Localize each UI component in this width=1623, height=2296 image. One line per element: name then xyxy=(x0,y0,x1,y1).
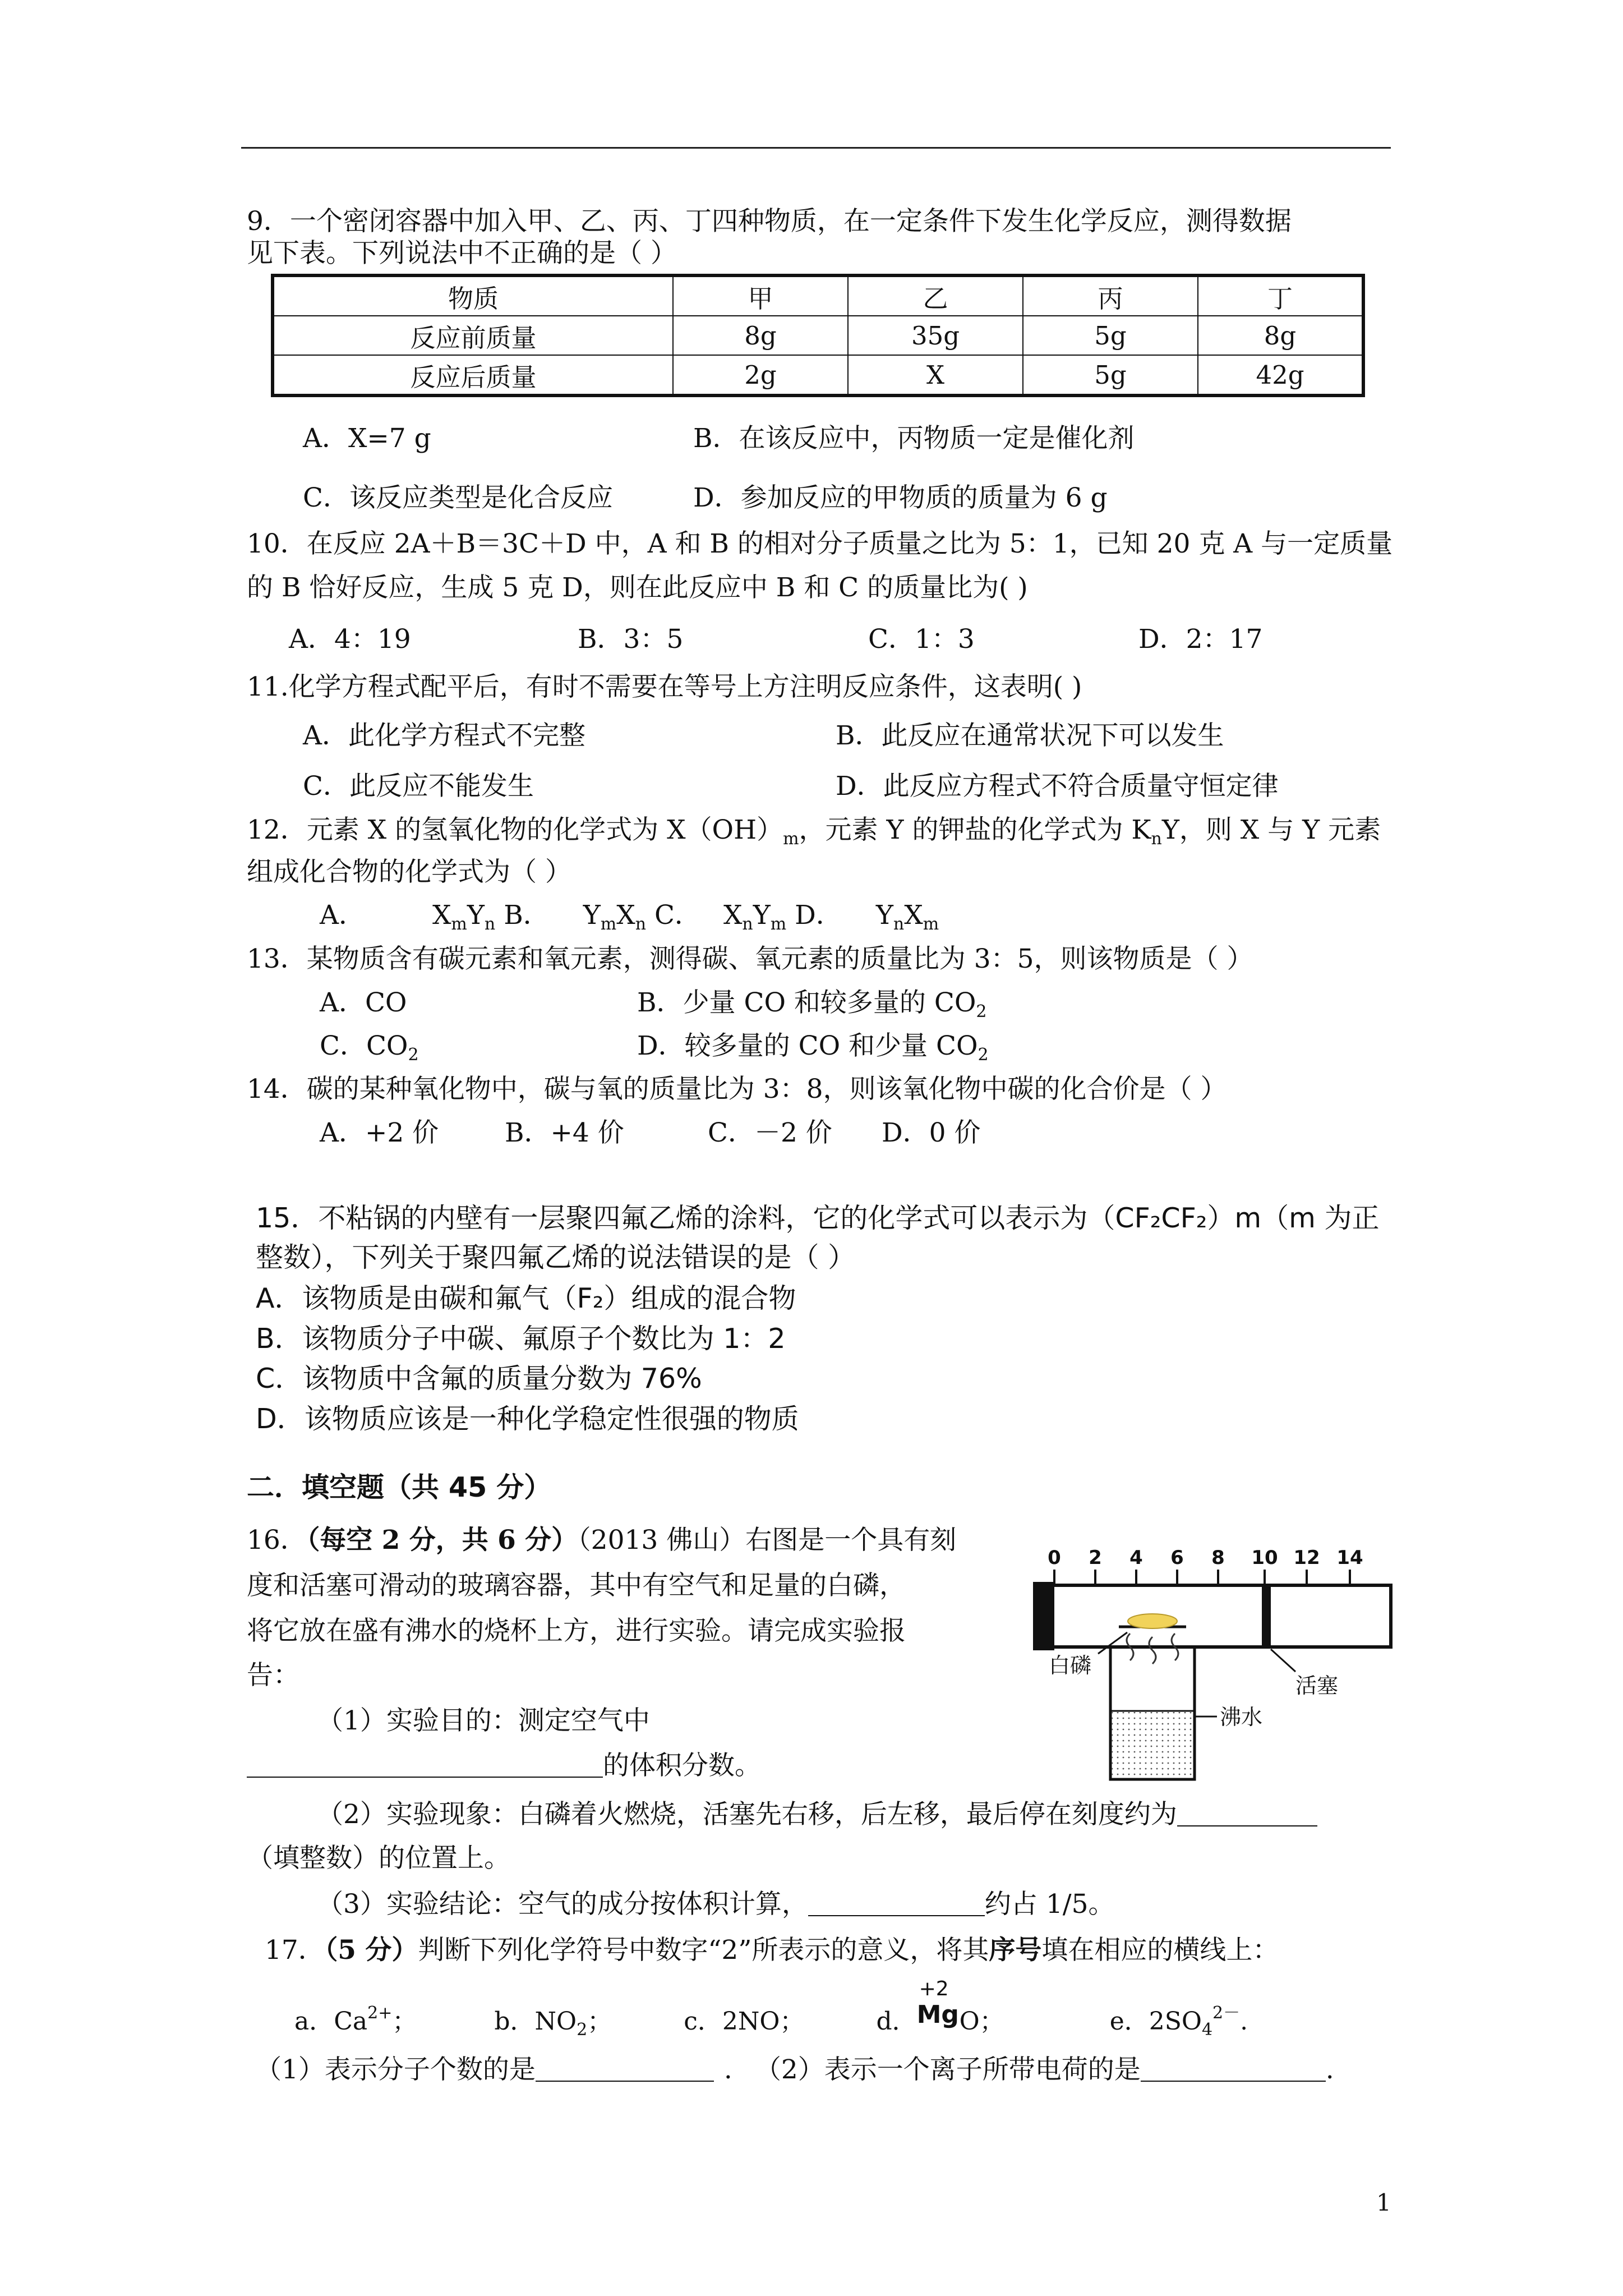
q17-part1-end: . xyxy=(723,2054,732,2085)
tick-label: 4 xyxy=(1129,1547,1143,1569)
q14-stem: 14．碳的某种氧化物中，碳与氧的质量比为 3：8，则该氧化物中碳的化合价是（ ） xyxy=(247,1074,1227,1105)
q17-part2-end: . xyxy=(1325,2054,1334,2085)
q11-option-d: D．此反应方程式不符合质量守恒定律 xyxy=(836,771,1279,802)
q15-stem-line1: 15．不粘锅的内壁有一层聚四氟乙烯的涂料，它的化学式可以表示为（CF₂CF₂）m（m 为正 xyxy=(256,1202,1380,1234)
q10-option-c: C．1：3 xyxy=(868,624,975,655)
symbol-b: b．$NO_2$； xyxy=(494,2007,612,2040)
symbol-e: e．$2SO_4^{2-}$. xyxy=(1109,2003,1248,2040)
q17-stem xyxy=(265,1934,1279,1967)
q16-number: 16． xyxy=(247,1525,307,1556)
q10-option-b: B．3：5 xyxy=(578,624,684,655)
table-cell: 8g xyxy=(1198,316,1363,355)
q9-option-c: C．该反应类型是化合反应 xyxy=(303,482,613,513)
q13-option-b: B．少量 CO 和较多量的 $CO_2$ xyxy=(637,987,987,1022)
table-cell: 反应前质量 xyxy=(273,316,673,355)
table-cell: 反应后质量 xyxy=(273,355,673,395)
q14-option-a: A．+2 价 xyxy=(320,1117,439,1148)
q16-part1-cont xyxy=(247,1749,761,1783)
q14-option-c: C．－2 价 xyxy=(708,1117,832,1148)
q9-data-table xyxy=(271,274,1365,397)
symbol-a: a．$Ca^{2+}$； xyxy=(294,2003,417,2036)
q15-option-d: D．该物质应该是一种化学稳定性很强的物质 xyxy=(256,1403,799,1435)
white-phosphorus xyxy=(1128,1614,1177,1628)
table-cell: 8g xyxy=(673,316,848,355)
table-cell: 5g xyxy=(1023,316,1198,355)
q12-stem-part: ，元素 Y 的钾盐的化学式为 K xyxy=(799,815,1151,845)
q11-option-a: A．此化学方程式不完整 xyxy=(303,720,585,751)
q15-option-b: B．该物质分子中碳、氟原子个数比为 1：2 xyxy=(256,1323,786,1355)
table-cell: 丁 xyxy=(1198,275,1363,316)
q10-stem-line1: 10．在反应 2A＋B＝3C＋D 中，A 和 B 的相对分子质量之比为 5：1，已知 20 克 A 与一定质量 xyxy=(247,528,1393,559)
q17-stem-bold: 序号 xyxy=(989,1935,1042,1966)
leader-line xyxy=(1098,1632,1127,1654)
q13-stem: 13．某物质含有碳元素和氧元素，测得碳、氧元素的质量比为 3：5，则该物质是（ ） xyxy=(247,944,1253,974)
q12-stem-line1 xyxy=(247,813,1381,847)
q11-option-c: C．此反应不能发生 xyxy=(303,771,534,802)
q16-part2 xyxy=(317,1798,1317,1832)
q17-part2: （2）表示一个离子所带电荷的是 xyxy=(754,2054,1141,2085)
q11-stem: 11.化学方程式配平后，有时不需要在等号上方注明反应条件，这表明( ) xyxy=(247,671,1082,702)
q16-part3 xyxy=(317,1888,1115,1921)
q10-stem-line2: 的 B 恰好反应，生成 5 克 D，则在此反应中 B 和 C 的质量比为( ) xyxy=(247,572,1028,603)
glass-tube xyxy=(1038,1585,1391,1647)
q9-stem-line1: 9．一个密闭容器中加入甲、乙、丙、丁四种物质，在一定条件下发生化学反应，测得数据 xyxy=(247,206,1292,237)
q14-option-b: B．+4 价 xyxy=(505,1117,624,1148)
q17-stem-end: 填在相应的横线上： xyxy=(1041,1935,1279,1966)
table-cell: X xyxy=(848,355,1023,395)
q15-option-c: C．该物质中含氟的质量分数为 76% xyxy=(256,1363,702,1395)
table-row xyxy=(273,355,1363,395)
q16-line4: 告： xyxy=(247,1660,299,1691)
tick-label: 14 xyxy=(1336,1547,1363,1569)
q17-score: （5 分） xyxy=(324,1935,418,1966)
q12-subscript-m: m xyxy=(783,829,799,849)
table-cell: 丙 xyxy=(1023,275,1198,316)
q13-option-a: A．CO xyxy=(320,987,407,1018)
answer-blank-4[interactable] xyxy=(536,2055,714,2082)
q12-options xyxy=(320,899,939,932)
symbol-d: d． +2 Mg O； xyxy=(876,1977,1004,2036)
q12-option-b-formula: $Y_mX_n$ xyxy=(583,900,647,934)
table-cell: 2g xyxy=(673,355,848,395)
table-row xyxy=(273,316,1363,355)
figure-ticks xyxy=(1048,1547,1363,1569)
table-cell: 乙 xyxy=(848,275,1023,316)
q16-part3-end: 约占 1/5。 xyxy=(984,1889,1115,1920)
q16-part2-cont: （填整数）的位置上。 xyxy=(247,1843,510,1874)
q16-part1-end: 的体积分数。 xyxy=(603,1750,761,1781)
answer-blank-3[interactable] xyxy=(808,1889,985,1916)
table-cell: 物质 xyxy=(273,275,673,316)
answer-blank-2[interactable] xyxy=(1177,1800,1317,1826)
tick-label: 8 xyxy=(1211,1547,1225,1569)
label-white-phosphorus: 白磷 xyxy=(1049,1653,1092,1678)
q15-stem-line2: 整数），下列关于聚四氟乙烯的说法错误的是（ ） xyxy=(256,1241,856,1273)
q13-option-d: D．较多量的 CO 和少量 $CO_2$ xyxy=(637,1030,989,1065)
q14-option-d: D．0 价 xyxy=(882,1117,981,1148)
q9-stem-line2: 见下表。下列说法中不正确的是（ ） xyxy=(247,238,677,269)
q11-option-b: B．此反应在通常状况下可以发生 xyxy=(836,720,1224,751)
q16-part2-text: （2）实验现象：白磷着火燃烧，活塞先右移，后左移，最后停在刻度约为 xyxy=(317,1799,1177,1830)
q12-stem-line2: 组成化合物的化学式为（ ） xyxy=(247,857,571,887)
q16-part3-text: （3）实验结论：空气的成分按体积计算， xyxy=(317,1889,808,1920)
q17-answers xyxy=(255,2053,1334,2087)
piston xyxy=(1262,1585,1271,1647)
q12-option-d-label: D． xyxy=(795,900,842,931)
q16-part1: （1）实验目的：测定空气中 xyxy=(317,1705,650,1736)
q17-number: 17． xyxy=(265,1935,325,1966)
q12-option-a-label: A． xyxy=(320,900,365,931)
q17-stem-text: 判断下列化学符号中数字“2”所表示的意义，将其 xyxy=(418,1935,989,1966)
tick-label: 6 xyxy=(1170,1547,1184,1569)
table-row xyxy=(273,275,1363,316)
q9-option-a: A．X=7 g xyxy=(303,423,431,454)
q16-line1 xyxy=(247,1524,956,1557)
q12-option-a-formula: $X_mY_n$ xyxy=(432,900,496,934)
table-cell: 42g xyxy=(1198,355,1363,395)
q12-subscript-n: n xyxy=(1151,829,1162,849)
section-2-heading: 二．填空题（共 45 分） xyxy=(247,1471,552,1503)
q9-option-d: D．参加反应的甲物质的质量为 6 g xyxy=(693,482,1108,513)
q10-option-a: A．4：19 xyxy=(289,624,411,655)
q12-option-c-label: C． xyxy=(654,900,701,931)
tick-label: 2 xyxy=(1089,1547,1102,1569)
q9-option-b: B．在该反应中，丙物质一定是催化剂 xyxy=(693,423,1135,454)
leader-line xyxy=(1271,1649,1295,1672)
page-number: 1 xyxy=(1376,2189,1391,2216)
q16-line3: 将它放在盛有沸水的烧杯上方，进行实验。请完成实验报 xyxy=(247,1616,906,1646)
q12-option-c-formula: $X_nY_m$ xyxy=(723,900,787,934)
q12-stem-part: 12．元素 X 的氢氧化物的化学式为 X（OH） xyxy=(247,815,783,845)
symbol-c: c．2NO； xyxy=(684,2007,805,2036)
answer-blank-1[interactable] xyxy=(247,1751,603,1778)
tick-marks xyxy=(1054,1570,1350,1585)
label-piston: 活塞 xyxy=(1295,1673,1339,1698)
q16-apparatus-figure xyxy=(1015,1537,1396,1784)
boiling-water xyxy=(1110,1711,1195,1778)
q10-option-d: D．2：17 xyxy=(1138,624,1263,655)
q12-option-b-label: B． xyxy=(504,900,550,931)
q12-stem-part: Y，则 X 与 Y 元素 xyxy=(1161,815,1381,845)
header-rule xyxy=(241,147,1391,149)
q12-option-d-formula: $Y_nX_m$ xyxy=(875,900,939,934)
q16-score: （每空 2 分，共 6 分） xyxy=(306,1525,578,1556)
q17-part1: （1）表示分子个数的是 xyxy=(255,2054,536,2085)
answer-blank-5[interactable] xyxy=(1141,2055,1326,2082)
table-cell: 甲 xyxy=(673,275,848,316)
table-cell: 5g xyxy=(1023,355,1198,395)
tick-label: 10 xyxy=(1251,1547,1278,1569)
q15-option-a: A．该物质是由碳和氟气（F₂）组成的混合物 xyxy=(256,1282,796,1314)
label-boiling-water: 沸水 xyxy=(1220,1705,1263,1729)
tick-label: 12 xyxy=(1293,1547,1320,1569)
tube-stopper xyxy=(1033,1582,1054,1650)
table-cell: 35g xyxy=(848,316,1023,355)
q13-option-c: C．$CO_2$ xyxy=(320,1030,419,1065)
tick-label: 0 xyxy=(1048,1547,1061,1569)
q17-symbols xyxy=(294,1977,1248,2040)
q16-line2: 度和活塞可滑动的玻璃容器，其中有空气和足量的白磷， xyxy=(247,1570,906,1601)
q16-text: （2013 佛山）右图是一个具有刻 xyxy=(578,1525,957,1556)
